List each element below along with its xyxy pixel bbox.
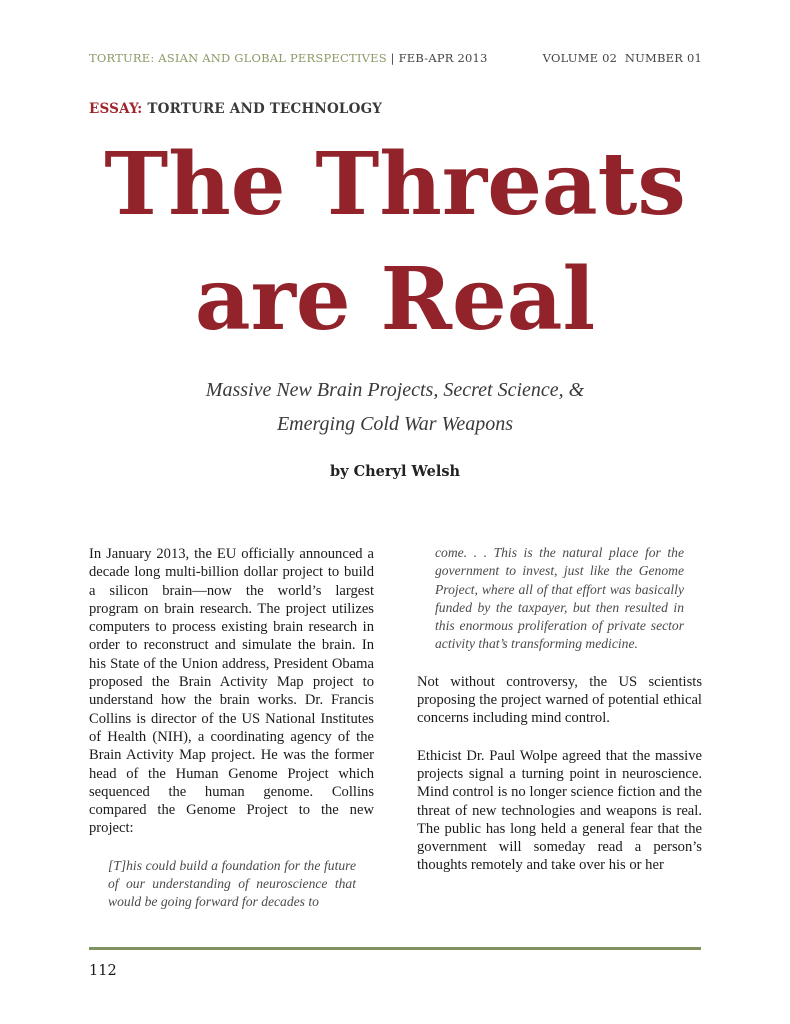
- essay-kicker: ESSAY:: [89, 101, 143, 117]
- footer-rule: [89, 947, 701, 950]
- running-head-left: [89, 51, 488, 65]
- volume-number: VOLUME 02 NUMBER 01: [542, 51, 702, 65]
- body-paragraph: In January 2013, the EU officially announced a decade long multi-billion dollar project to build a silicon brain—now the world’s largest program on brain research. The project utilizes computers to process existing brain research in order to reconstruct and simulate the brain. In his State of the Union address, President Obama proposed the Brain Activity Map project to understand how the brain works. Dr. Francis Collins is director of the US National Institutes of Health (NIH), a coordinating agency of the Brain Activity Map project. He was the former head of the Human Genome Project which sequenced the human genome. Collins compared the Genome Project to the new project:: [89, 546, 374, 837]
- block-quote-continued: come. . . This is the natural place for the government to invest, just like the Genome Project, where all of that effort was basically funded by the taxpayer, but then resulted in this enormous proliferation of private sector activity that’s transforming medicine.: [435, 545, 684, 652]
- article-subtitle-line-2: Emerging Cold War Weapons: [276, 413, 514, 435]
- essay-section: TORTURE AND TECHNOLOGY: [147, 101, 383, 117]
- body-column-left: [89, 545, 374, 912]
- article-title-line-2: are Real: [194, 249, 596, 350]
- essay-label: [89, 101, 382, 117]
- page-number: 112: [89, 963, 117, 979]
- journal-name: TORTURE: ASIAN AND GLOBAL PERSPECTIVES: [89, 51, 387, 65]
- body-paragraph: Not without controversy, the US scientists proposing the project warned of potential ethical concerns including mind control.: [417, 673, 702, 727]
- block-quote: [T]his could build a foundation for the future of our understanding of neuroscience that would be going forward for decades to: [108, 857, 356, 910]
- running-head-separator: |: [390, 51, 395, 65]
- body-column-right: [417, 544, 702, 875]
- issue-date: FEB-APR 2013: [398, 51, 488, 65]
- article-subtitle-line-1: Massive New Brain Projects, Secret Science, &: [205, 379, 585, 401]
- running-head: [89, 51, 702, 69]
- byline: by Cheryl Welsh: [329, 463, 461, 480]
- body-paragraph: Ethicist Dr. Paul Wolpe agreed that the massive projects signal a turning point in neuroscience. Mind control is no longer science fiction and the threat of new technologies and weapons is real. The public has long held a general fear that the government will someday read a person’s thoughts remotely and take over his or her: [417, 747, 702, 874]
- article-title-line-1: The Threats: [104, 134, 686, 235]
